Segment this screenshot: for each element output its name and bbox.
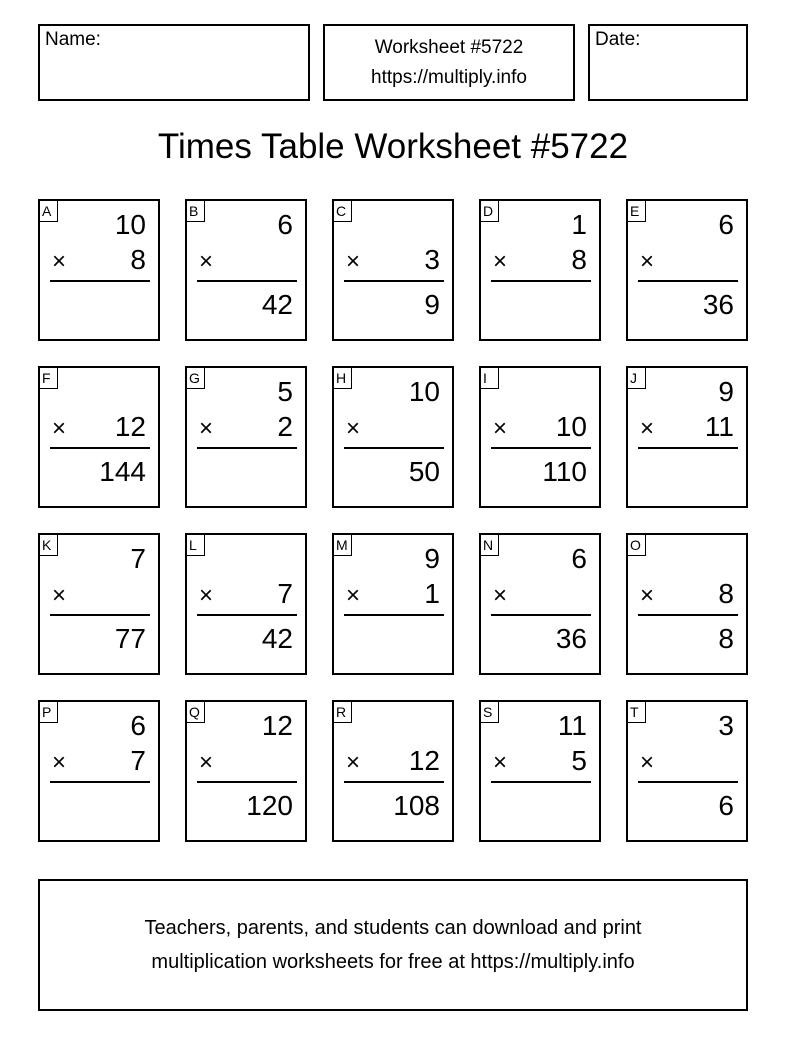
multiplicand: 6 bbox=[718, 209, 734, 240]
multiplier: 2 bbox=[277, 411, 293, 442]
answer-rule bbox=[344, 447, 444, 449]
name-label: Name: bbox=[45, 29, 101, 50]
product: 9 bbox=[424, 289, 440, 320]
problem-a bbox=[38, 199, 160, 341]
answer-rule bbox=[344, 781, 444, 783]
answer-rule bbox=[491, 280, 591, 282]
product: 36 bbox=[555, 623, 587, 654]
worksheet-number: Worksheet #5722 bbox=[374, 37, 524, 58]
problem-q bbox=[185, 700, 307, 842]
answer-rule bbox=[197, 280, 297, 282]
multiplicand: 6 bbox=[277, 209, 293, 240]
problem-p bbox=[38, 700, 160, 842]
name-field-box[interactable] bbox=[38, 24, 310, 101]
problem-letter: S bbox=[480, 701, 499, 723]
date-field-box[interactable] bbox=[588, 24, 748, 101]
times-sign: × bbox=[346, 582, 361, 609]
multiplicand: 3 bbox=[718, 710, 734, 741]
problem-h bbox=[332, 366, 454, 508]
times-sign: × bbox=[640, 415, 655, 442]
problem-c bbox=[332, 199, 454, 341]
footer-box bbox=[38, 879, 748, 1011]
product: 120 bbox=[246, 790, 293, 821]
problem-letter: N bbox=[480, 534, 499, 556]
times-sign: × bbox=[640, 582, 655, 609]
times-sign: × bbox=[199, 248, 214, 275]
problem-letter: K bbox=[39, 534, 58, 556]
problem-letter: J bbox=[627, 367, 646, 389]
multiplier: 7 bbox=[277, 578, 293, 609]
times-sign: × bbox=[52, 415, 67, 442]
answer-rule bbox=[638, 781, 738, 783]
problem-t bbox=[626, 700, 748, 842]
multiplier: 8 bbox=[718, 578, 734, 609]
problem-letter: F bbox=[39, 367, 58, 389]
problem-letter: I bbox=[480, 367, 499, 389]
date-label: Date: bbox=[595, 29, 641, 50]
answer-rule bbox=[197, 447, 297, 449]
product: 108 bbox=[393, 790, 440, 821]
multiplicand: 7 bbox=[130, 543, 146, 574]
multiplier: 3 bbox=[424, 244, 440, 275]
answer-rule bbox=[344, 614, 444, 616]
problem-f bbox=[38, 366, 160, 508]
footer-text-line-1: Teachers, parents, and students can download and print bbox=[144, 917, 642, 939]
multiplier: 10 bbox=[555, 411, 587, 442]
multiplier: 12 bbox=[114, 411, 146, 442]
multiplicand: 12 bbox=[261, 710, 293, 741]
multiplicand: 6 bbox=[571, 543, 587, 574]
multiplicand: 10 bbox=[408, 376, 440, 407]
problem-letter: Q bbox=[186, 701, 205, 723]
answer-rule bbox=[491, 614, 591, 616]
multiplicand: 9 bbox=[718, 376, 734, 407]
problem-letter: D bbox=[480, 200, 499, 222]
multiplicand: 10 bbox=[114, 209, 146, 240]
answer-rule bbox=[638, 280, 738, 282]
product: 144 bbox=[99, 456, 146, 487]
problem-letter: L bbox=[186, 534, 205, 556]
product: 42 bbox=[261, 289, 293, 320]
problem-letter: G bbox=[186, 367, 205, 389]
answer-rule bbox=[197, 614, 297, 616]
problem-letter: C bbox=[333, 200, 352, 222]
times-sign: × bbox=[493, 582, 508, 609]
multiplier: 8 bbox=[130, 244, 146, 275]
times-sign: × bbox=[493, 248, 508, 275]
product: 42 bbox=[261, 623, 293, 654]
page-title: Times Table Worksheet #5722 bbox=[157, 127, 629, 166]
product: 8 bbox=[718, 623, 734, 654]
times-sign: × bbox=[199, 415, 214, 442]
multiplier: 8 bbox=[571, 244, 587, 275]
problem-letter: P bbox=[39, 701, 58, 723]
product: 36 bbox=[702, 289, 734, 320]
problem-g bbox=[185, 366, 307, 508]
product: 110 bbox=[542, 456, 587, 487]
multiplicand: 11 bbox=[557, 710, 587, 741]
product: 50 bbox=[408, 456, 440, 487]
problem-d bbox=[479, 199, 601, 341]
problem-m bbox=[332, 533, 454, 675]
answer-rule bbox=[491, 781, 591, 783]
product: 77 bbox=[114, 623, 146, 654]
answer-rule bbox=[491, 447, 591, 449]
times-sign: × bbox=[640, 749, 655, 776]
worksheet-info-box bbox=[323, 24, 575, 101]
multiplicand: 1 bbox=[571, 209, 587, 240]
problem-j bbox=[626, 366, 748, 508]
times-sign: × bbox=[493, 415, 508, 442]
answer-rule bbox=[197, 781, 297, 783]
problem-n bbox=[479, 533, 601, 675]
answer-rule bbox=[50, 447, 150, 449]
problem-letter: A bbox=[39, 200, 58, 222]
problem-s bbox=[479, 700, 601, 842]
problem-l bbox=[185, 533, 307, 675]
times-sign: × bbox=[493, 749, 508, 776]
multiplier: 11 bbox=[704, 411, 734, 442]
multiplier: 12 bbox=[408, 745, 440, 776]
product: 6 bbox=[718, 790, 734, 821]
problem-r bbox=[332, 700, 454, 842]
times-sign: × bbox=[640, 248, 655, 275]
problem-letter: R bbox=[333, 701, 352, 723]
problem-e bbox=[626, 199, 748, 341]
times-sign: × bbox=[346, 415, 361, 442]
times-sign: × bbox=[52, 248, 67, 275]
problem-o bbox=[626, 533, 748, 675]
problem-b bbox=[185, 199, 307, 341]
answer-rule bbox=[50, 781, 150, 783]
answer-rule bbox=[638, 614, 738, 616]
worksheet-url: https://multiply.info bbox=[371, 67, 527, 88]
answer-rule bbox=[344, 280, 444, 282]
multiplier: 7 bbox=[130, 745, 146, 776]
multiplicand: 5 bbox=[277, 376, 293, 407]
footer-text-line-2: multiplication worksheets for free at https://multiply.info bbox=[151, 951, 635, 973]
problem-letter: M bbox=[333, 534, 352, 556]
multiplicand: 6 bbox=[130, 710, 146, 741]
times-sign: × bbox=[52, 749, 67, 776]
times-sign: × bbox=[199, 582, 214, 609]
times-sign: × bbox=[52, 582, 67, 609]
problem-k bbox=[38, 533, 160, 675]
answer-rule bbox=[638, 447, 738, 449]
answer-rule bbox=[50, 614, 150, 616]
times-sign: × bbox=[346, 248, 361, 275]
problem-letter: T bbox=[627, 701, 646, 723]
times-sign: × bbox=[199, 749, 214, 776]
multiplier: 1 bbox=[424, 578, 440, 609]
problem-letter: E bbox=[627, 200, 646, 222]
problem-letter: O bbox=[627, 534, 646, 556]
answer-rule bbox=[50, 280, 150, 282]
multiplier: 5 bbox=[571, 745, 587, 776]
problem-letter: H bbox=[333, 367, 352, 389]
problem-letter: B bbox=[186, 200, 205, 222]
times-sign: × bbox=[346, 749, 361, 776]
problem-i bbox=[479, 366, 601, 508]
multiplicand: 9 bbox=[424, 543, 440, 574]
